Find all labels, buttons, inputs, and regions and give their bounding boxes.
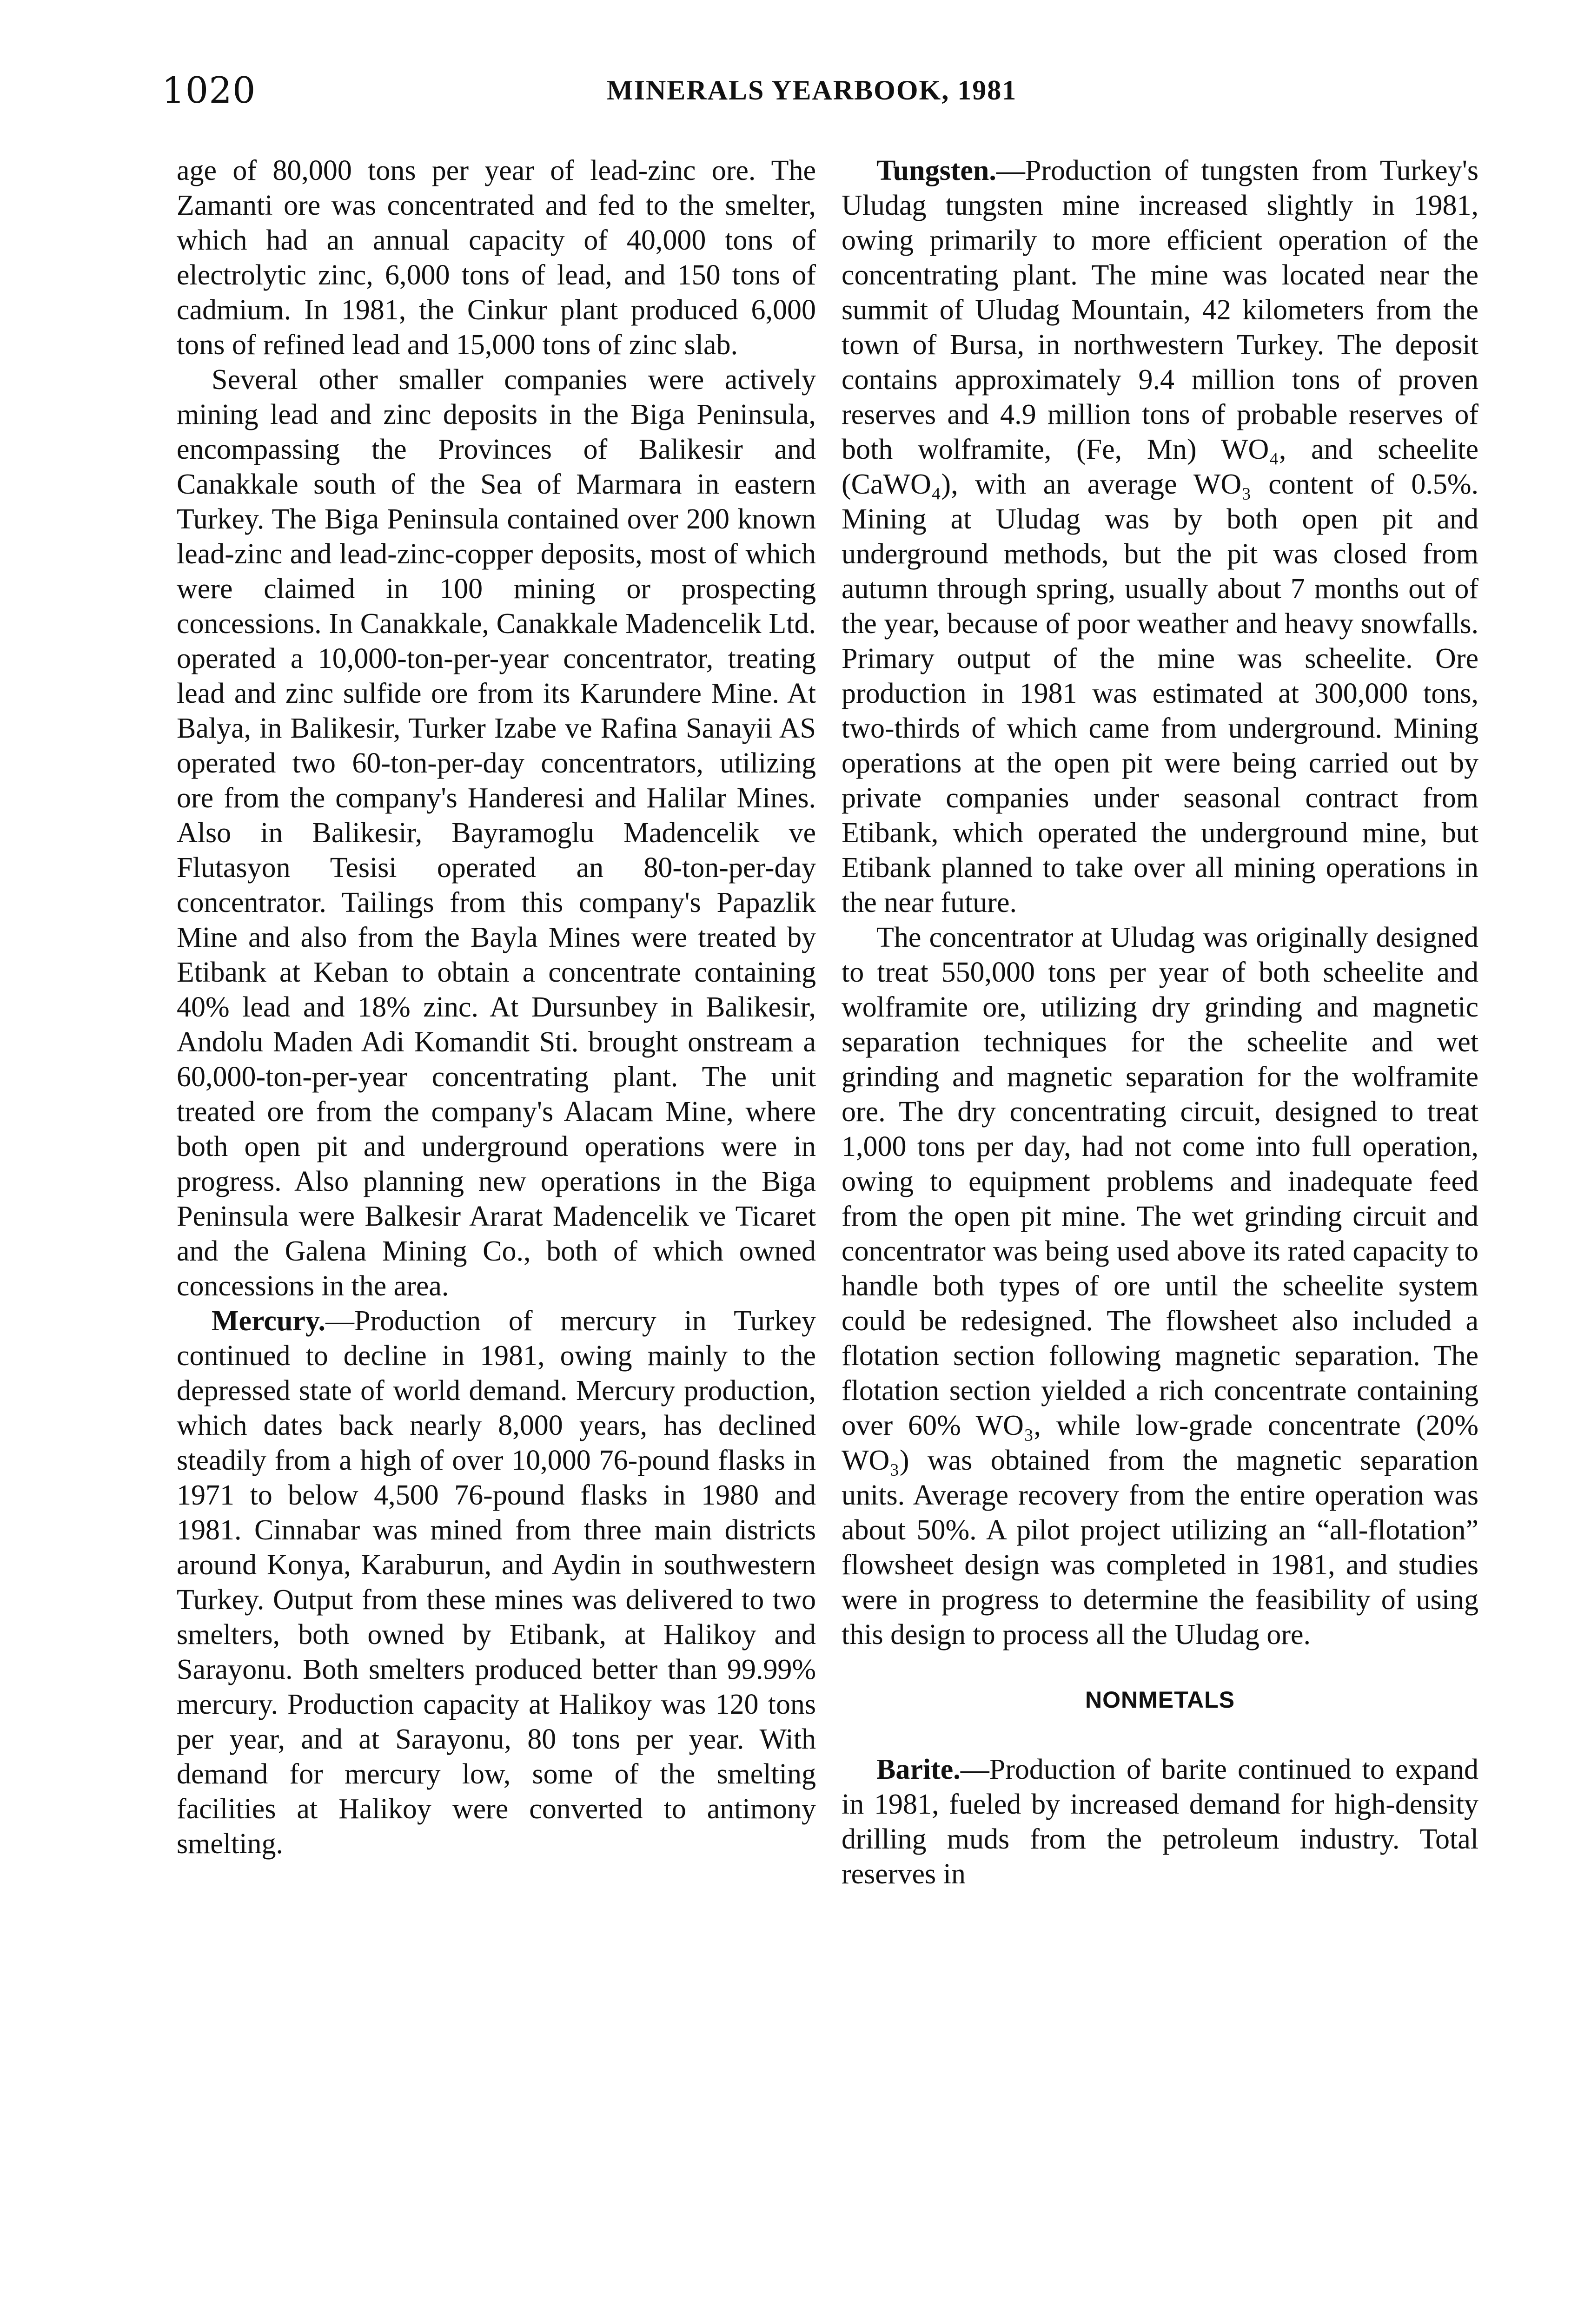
barite-text: —Production of barite continued to expand in 1981, fueled by increased demand for high-density drilling muds from the petroleum industry. Total reserves in <box>842 1754 1478 1890</box>
mercury-text: —Production of mercury in Turkey continued to decline in 1981, owing mainly to the depressed state of world demand. Mercury production, which dates back nearly 8,000 years, has declined steadily from a high of over 10,000 76-pound flasks in 1971 to below 4,500 76-pound flasks in 1980 and 1981. Cinnabar was mined from three main districts around Konya, Karaburun, and Aydin in southwestern Turkey. Output from these mines was delivered to two smelters, both owned by Etibank, at Halikoy and Sarayonu. Both smelters produced better than 99.99% mercury. Production capacity at Halikoy was 120 tons per year, and at Sarayonu, 80 tons per year. With demand for mercury low, some of the smelting facilities at Halikoy were converted to antimony smelting. <box>177 1305 816 1860</box>
barite-heading: Barite. <box>876 1754 961 1785</box>
paragraph-barite <box>842 1752 1478 1892</box>
paragraph-tungsten <box>842 153 1478 920</box>
paragraph-biga-peninsula: Several other smaller companies were actively mining lead and zinc deposits in the Biga Peninsula, encompassing the Provinces of Balikesir and Canakkale south of the Sea of Marmara in eastern Turkey. The Biga Peninsula contained over 200 known lead-zinc and lead-zinc-copper deposits, most of which were claimed in 100 mining or prospecting concessions. In Canakkale, Canakkale Madencelik Ltd. operated a 10,000-ton-per-year concentrator, treating lead and zinc sulfide ore from its Karundere Mine. At Balya, in Balikesir, Turker Izabe ve Rafina Sanayii AS operated two 60-ton-per-day concentrators, utilizing ore from the company's Handeresi and Halilar Mines. Also in Balikesir, Bayramoglu Madencelik ve Flutasyon Tesisi operated an 80-ton-per-day concentrator. Tailings from this company's Papazlik Mine and also from the Bayla Mines were treated by Etibank at Keban to obtain a concentrate containing 40% lead and 18% zinc. At Dursunbey in Balikesir, Andolu Maden Adi Komandit Sti. brought onstream a 60,000-ton-per-year concentrating plant. The unit treated ore from the company's Alacam Mine, where both open pit and underground operations were in progress. Also planning new operations in the Biga Peninsula were Balkesir Ararat Madencelik ve Ticaret and the Galena Mining Co., both of which owned concessions in the area. <box>177 364 816 1302</box>
mercury-heading: Mercury. <box>212 1305 326 1337</box>
left-column <box>177 153 816 1862</box>
paragraph-uludag-concentrator: The concentrator at Uludag was originally designed to treat 550,000 tons per year of both scheelite and wolframite ore, utilizing dry grinding and magnetic separation techniques for the scheelite and wet grinding and magnetic separation for the wolframite ore. The dry concentrating circuit, designed to treat 1,000 tons per day, had not come into full operation, owing to equipment problems and inadequate feed from the open pit mine. The wet grinding circuit and concentrator was being used above its rated capacity to handle both types of ore until the scheelite system could be redesigned. The flowsheet also included a flotation section following magnetic separation. The flotation section yielded a rich concentrate containing over 60% WO₃, while low-grade concentrate (20% WO₃) was obtained from the magnetic separation units. Average recovery from the entire operation was about 50%. A pilot project utilizing an “all-flotation” flowsheet design was completed in 1981, and studies were in progress to determine the feasibility of using this design to process all the Uludag ore. <box>842 922 1478 1651</box>
paragraph-mercury <box>177 1304 816 1862</box>
page-number: 1020 <box>162 70 256 112</box>
right-column <box>842 153 1478 1892</box>
running-title: MINERALS YEARBOOK, 1981 <box>607 75 1017 106</box>
section-heading-nonmetals: NONMETALS <box>1085 1687 1235 1713</box>
tungsten-heading: Tungsten. <box>876 155 996 186</box>
tungsten-text: —Production of tungsten from Turkey's Uludag tungsten mine increased slightly in 1981, owing primarily to more efficient operation of the concentrating plant. The mine was located near the summit of Uludag Mountain, 42 kilometers from the town of Bursa, in northwestern Turkey. The deposit contains approximately 9.4 million tons of proven reserves and 4.9 million tons of probable reserves of both wolframite, (Fe, Mn) WO₄, and scheelite (CaWO₄), with an average WO₃ content of 0.5%. Mining at Uludag was by both open pit and underground methods, but the pit was closed from autumn through spring, usually about 7 months out of the year, because of poor weather and heavy snowfalls. Primary output of the mine was scheelite. Ore production in 1981 was estimated at 300,000 tons, two-thirds of which came from underground. Mining operations at the open pit were being carried out by private companies under seasonal contract from Etibank, which operated the underground mine, but Etibank planned to take over all mining operations in the near future. <box>842 155 1478 918</box>
paragraph-lead-zinc-continued: age of 80,000 tons per year of lead-zinc ore. The Zamanti ore was concentrated and fed to the smelter, which had an annual capacity of 40,000 tons of electrolytic zinc, 6,000 tons of lead, and 150 tons of cadmium. In 1981, the Cinkur plant produced 6,000 tons of refined lead and 15,000 tons of zinc slab. <box>177 155 816 361</box>
